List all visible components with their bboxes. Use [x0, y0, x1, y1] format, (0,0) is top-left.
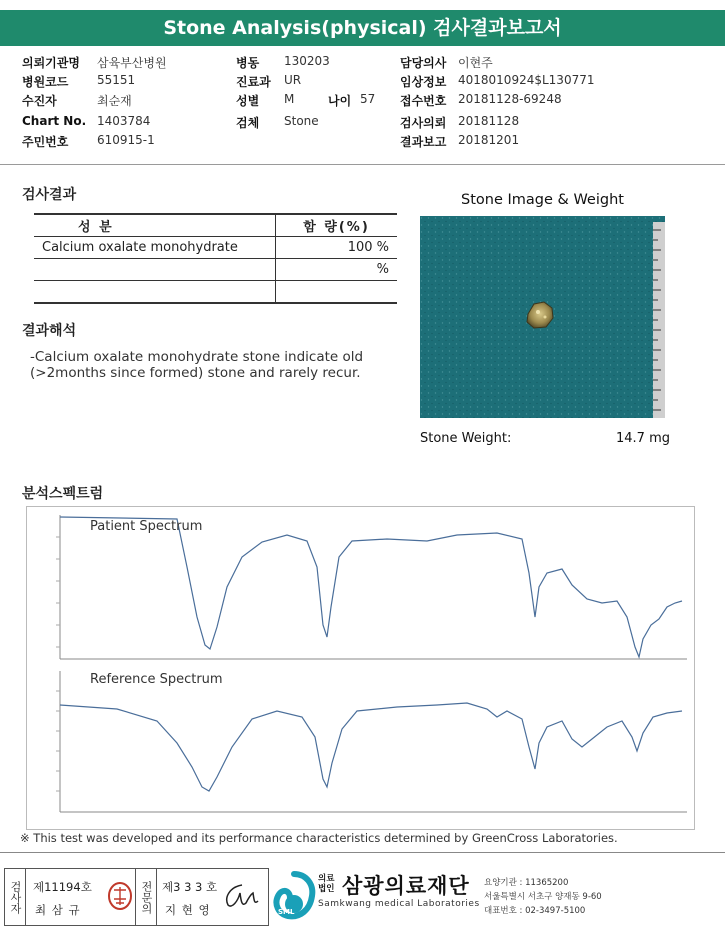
stone-weight-row [420, 431, 670, 446]
examiner-no: 제11194호 [33, 880, 92, 894]
ward-value: 130203 [284, 54, 330, 68]
spectrum-panel [26, 506, 695, 830]
lab-info [272, 868, 722, 924]
department-value: UR [284, 73, 302, 87]
hospital-code-value: 55151 [97, 73, 136, 87]
lab-name: 삼광의료재단 [342, 874, 470, 898]
table-row [34, 281, 397, 304]
reference-spectrum-label: Reference Spectrum [90, 672, 223, 687]
table-row [34, 259, 397, 281]
stone-weight-value: 14.7 mg [616, 431, 670, 446]
examiner-seal-icon [107, 881, 133, 911]
examiner-name: 최 삼 규 [35, 903, 81, 917]
table-header-row [34, 214, 397, 237]
stone-weight-label: Stone Weight: [420, 431, 512, 446]
stone-image-title: Stone Image & Weight [461, 192, 624, 208]
results-table [34, 213, 397, 304]
patient-name-label: 수진자 [22, 94, 57, 108]
hospital-code-label: 병원코드 [22, 75, 69, 89]
clinical-info-value: 4018010924$L130771 [458, 73, 595, 87]
interpretation-text: -Calcium oxalate monohydrate stone indicate old (>2months since formed) stone and rarely recur. [30, 349, 364, 381]
lab-english-name: Samkwang medical Laboratories [318, 899, 480, 909]
specimen-label: 검체 [236, 116, 260, 130]
doctor-label: 담당의사 [400, 56, 447, 70]
resident-no-label: 주민번호 [22, 135, 69, 149]
amount-cell: 100 % [276, 237, 398, 259]
amount-header: 함 량(%) [276, 214, 398, 237]
clinical-info-label: 임상정보 [400, 75, 447, 89]
report-header [0, 10, 725, 46]
footer-divider [0, 852, 725, 853]
receipt-no-value: 20181128-69248 [458, 92, 562, 106]
department-label: 진료과 [236, 75, 271, 89]
component-cell [34, 259, 276, 281]
table-row [34, 237, 397, 259]
age-value: 57 [360, 92, 376, 106]
component-cell [34, 281, 276, 304]
request-date-value: 20181128 [458, 114, 520, 128]
amount-cell: % [276, 259, 398, 281]
signature-box [4, 868, 269, 926]
receipt-no-label: 접수번호 [400, 94, 447, 108]
resident-no-value: 610915-1 [97, 133, 155, 147]
patient-row [22, 92, 712, 110]
hospital-name-value: 삼육부산병원 [97, 56, 167, 70]
specialist-no: 제3 3 3 호 [162, 880, 218, 894]
doctor-value: 이현주 [458, 56, 493, 70]
sex-label: 성별 [236, 94, 260, 108]
lab-phone: 대표번호 : 02-3497-5100 [484, 906, 586, 916]
report-date-value: 20181201 [458, 133, 520, 147]
divider [0, 164, 725, 165]
ward-label: 병동 [236, 56, 260, 70]
footnote: ※ This test was developed and its performance characteristics determined by GreenCross Laboratories. [20, 831, 618, 845]
lab-code: 요양기관 : 11365200 [484, 878, 569, 888]
patient-name-value: 최순재 [97, 94, 132, 108]
stone-photo-graphic [420, 216, 665, 418]
patient-row [22, 133, 712, 151]
spectrum-title: 분석스펙트럼 [22, 486, 104, 502]
hospital-name-label: 의뢰기관명 [22, 56, 80, 70]
component-header: 성 분 [34, 214, 276, 237]
specialist-label: 전문의 [135, 869, 157, 925]
patient-row [22, 54, 712, 72]
spectrum-graphic [27, 507, 694, 829]
lab-address: 서울특별시 서초구 양재동 9-60 [484, 892, 602, 902]
lab-prefix: 의료법인 [318, 874, 335, 894]
patient-row [22, 73, 712, 91]
interpretation-title: 결과해석 [22, 323, 77, 339]
sml-logo-text: SML [278, 908, 295, 916]
report-date-label: 결과보고 [400, 135, 447, 149]
amount-cell [276, 281, 398, 304]
specialist-signature-icon [220, 879, 260, 913]
stone-photo [420, 216, 665, 418]
sex-value: M [284, 92, 295, 106]
specimen-value: Stone [284, 114, 319, 128]
component-cell: Calcium oxalate monohydrate [34, 237, 276, 259]
examiner-label: 검사자 [5, 869, 26, 925]
age-label: 나이 [328, 94, 352, 108]
results-title: 검사결과 [22, 187, 77, 203]
chart-no-value: 1403784 [97, 114, 151, 128]
report-title: Stone Analysis(physical) 검사결과보고서 [163, 17, 562, 39]
request-date-label: 검사의뢰 [400, 116, 447, 130]
specialist-name: 지 현 영 [165, 903, 211, 917]
chart-no-label: Chart No. [22, 114, 87, 128]
patient-spectrum-label: Patient Spectrum [90, 519, 203, 534]
patient-row [22, 114, 712, 132]
